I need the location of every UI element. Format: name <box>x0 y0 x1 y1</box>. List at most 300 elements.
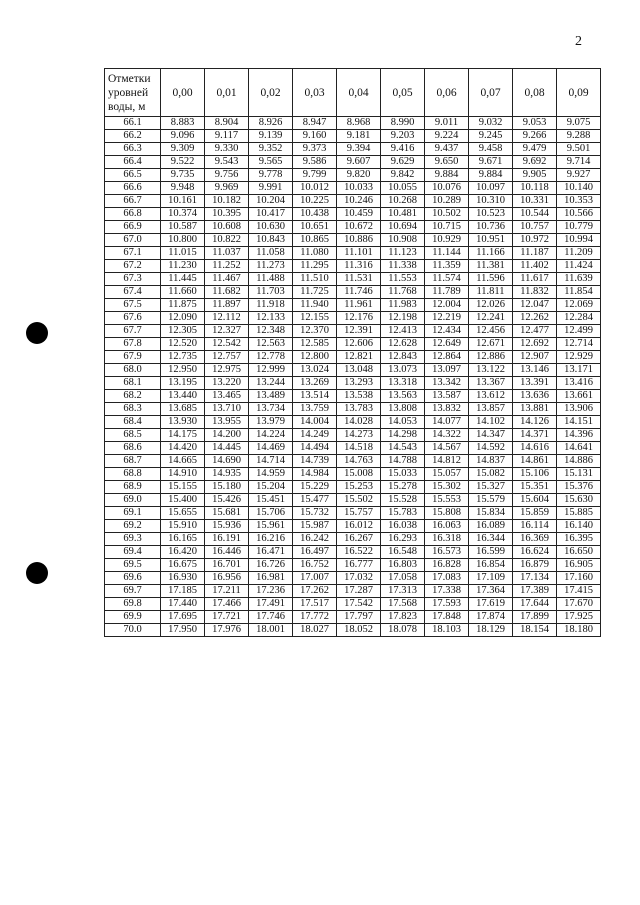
table-row <box>105 143 601 156</box>
value-cell: 10.459 <box>337 208 381 221</box>
value-cell: 11.424 <box>557 260 601 273</box>
table-row <box>105 481 601 494</box>
value-cell: 12.563 <box>249 338 293 351</box>
value-cell: 10.822 <box>205 234 249 247</box>
value-cell: 15.681 <box>205 507 249 520</box>
value-cell: 11.187 <box>513 247 557 260</box>
value-cell: 12.241 <box>469 312 513 325</box>
value-cell: 16.675 <box>161 559 205 572</box>
value-cell: 14.469 <box>249 442 293 455</box>
table-row <box>105 546 601 559</box>
table-header-row <box>105 69 601 117</box>
table-row <box>105 221 601 234</box>
value-cell: 9.905 <box>513 169 557 182</box>
value-cell: 15.008 <box>337 468 381 481</box>
level-cell: 66.9 <box>105 221 161 234</box>
value-cell: 14.053 <box>381 416 425 429</box>
value-cell: 16.803 <box>381 559 425 572</box>
level-cell: 69.9 <box>105 611 161 624</box>
value-cell: 12.305 <box>161 325 205 338</box>
level-cell: 69.4 <box>105 546 161 559</box>
level-cell: 69.1 <box>105 507 161 520</box>
value-cell: 10.929 <box>425 234 469 247</box>
level-cell: 69.7 <box>105 585 161 598</box>
value-cell: 17.823 <box>381 611 425 624</box>
table-row <box>105 195 601 208</box>
value-cell: 12.628 <box>381 338 425 351</box>
value-cell: 13.489 <box>249 390 293 403</box>
value-cell: 10.268 <box>381 195 425 208</box>
value-cell: 10.140 <box>557 182 601 195</box>
value-cell: 15.082 <box>469 468 513 481</box>
value-cell: 17.976 <box>205 624 249 637</box>
value-cell: 11.166 <box>469 247 513 260</box>
value-cell: 14.102 <box>469 416 513 429</box>
value-cell: 13.146 <box>513 364 557 377</box>
value-cell: 17.797 <box>337 611 381 624</box>
value-cell: 9.352 <box>249 143 293 156</box>
value-cell: 15.885 <box>557 507 601 520</box>
punch-hole <box>26 562 48 584</box>
value-cell: 14.077 <box>425 416 469 429</box>
value-cell: 15.351 <box>513 481 557 494</box>
value-cell: 16.242 <box>293 533 337 546</box>
value-cell: 13.808 <box>381 403 425 416</box>
value-cell: 18.027 <box>293 624 337 637</box>
value-cell: 10.972 <box>513 234 557 247</box>
value-cell: 18.180 <box>557 624 601 637</box>
value-cell: 16.012 <box>337 520 381 533</box>
value-cell: 9.799 <box>293 169 337 182</box>
value-cell: 15.706 <box>249 507 293 520</box>
value-cell: 16.038 <box>381 520 425 533</box>
value-cell: 12.671 <box>469 338 513 351</box>
value-cell: 12.348 <box>249 325 293 338</box>
table-row <box>105 351 601 364</box>
value-cell: 15.376 <box>557 481 601 494</box>
value-cell: 12.069 <box>557 299 601 312</box>
value-cell: 14.714 <box>249 455 293 468</box>
table-row <box>105 598 601 611</box>
value-cell: 15.033 <box>381 468 425 481</box>
value-cell: 13.391 <box>513 377 557 390</box>
table-row <box>105 559 601 572</box>
table-row <box>105 416 601 429</box>
level-cell: 69.6 <box>105 572 161 585</box>
table-row <box>105 234 601 247</box>
level-cell: 68.9 <box>105 481 161 494</box>
water-level-table <box>104 68 601 637</box>
value-cell: 16.471 <box>249 546 293 559</box>
value-cell: 12.821 <box>337 351 381 364</box>
value-cell: 17.899 <box>513 611 557 624</box>
value-cell: 16.140 <box>557 520 601 533</box>
value-cell: 15.057 <box>425 468 469 481</box>
value-cell: 9.160 <box>293 130 337 143</box>
value-cell: 11.381 <box>469 260 513 273</box>
value-cell: 14.347 <box>469 429 513 442</box>
value-cell: 17.007 <box>293 572 337 585</box>
value-cell: 17.950 <box>161 624 205 637</box>
value-cell: 10.310 <box>469 195 513 208</box>
value-cell: 17.619 <box>469 598 513 611</box>
level-cell: 67.5 <box>105 299 161 312</box>
value-cell: 11.252 <box>205 260 249 273</box>
column-header: 0,04 <box>337 69 381 117</box>
value-cell: 14.420 <box>161 442 205 455</box>
value-cell: 12.520 <box>161 338 205 351</box>
level-cell: 67.2 <box>105 260 161 273</box>
table-row <box>105 325 601 338</box>
value-cell: 10.055 <box>381 182 425 195</box>
value-cell: 9.181 <box>337 130 381 143</box>
value-cell: 11.660 <box>161 286 205 299</box>
value-cell: 13.024 <box>293 364 337 377</box>
value-cell: 13.220 <box>205 377 249 390</box>
value-cell: 12.434 <box>425 325 469 338</box>
value-cell: 14.175 <box>161 429 205 442</box>
value-cell: 9.330 <box>205 143 249 156</box>
value-cell: 12.026 <box>469 299 513 312</box>
value-cell: 12.907 <box>513 351 557 364</box>
table-row <box>105 299 601 312</box>
value-cell: 14.837 <box>469 455 513 468</box>
column-header: 0,05 <box>381 69 425 117</box>
value-cell: 9.629 <box>381 156 425 169</box>
value-cell: 13.318 <box>381 377 425 390</box>
value-cell: 13.587 <box>425 390 469 403</box>
column-header: 0,02 <box>249 69 293 117</box>
table-row <box>105 364 601 377</box>
value-cell: 15.808 <box>425 507 469 520</box>
value-cell: 12.843 <box>381 351 425 364</box>
value-cell: 14.616 <box>513 442 557 455</box>
table-row <box>105 247 601 260</box>
value-cell: 12.585 <box>293 338 337 351</box>
value-cell: 17.211 <box>205 585 249 598</box>
level-cell: 66.4 <box>105 156 161 169</box>
value-cell: 9.032 <box>469 117 513 130</box>
value-cell: 11.746 <box>337 286 381 299</box>
value-cell: 15.604 <box>513 494 557 507</box>
table-row <box>105 624 601 637</box>
value-cell: 9.224 <box>425 130 469 143</box>
value-cell: 9.991 <box>249 182 293 195</box>
value-cell: 17.695 <box>161 611 205 624</box>
value-cell: 11.467 <box>205 273 249 286</box>
level-cell: 69.0 <box>105 494 161 507</box>
value-cell: 16.573 <box>425 546 469 559</box>
value-cell: 10.587 <box>161 221 205 234</box>
value-cell: 14.641 <box>557 442 601 455</box>
value-cell: 10.779 <box>557 221 601 234</box>
value-cell: 10.843 <box>249 234 293 247</box>
value-cell: 9.117 <box>205 130 249 143</box>
value-cell: 13.710 <box>205 403 249 416</box>
value-cell: 14.543 <box>381 442 425 455</box>
value-cell: 16.318 <box>425 533 469 546</box>
value-cell: 9.607 <box>337 156 381 169</box>
value-cell: 9.373 <box>293 143 337 156</box>
value-cell: 13.195 <box>161 377 205 390</box>
value-cell: 9.075 <box>557 117 601 130</box>
value-cell: 12.133 <box>249 312 293 325</box>
value-cell: 11.811 <box>469 286 513 299</box>
value-cell: 12.714 <box>557 338 601 351</box>
value-cell: 9.501 <box>557 143 601 156</box>
column-header: 0,03 <box>293 69 337 117</box>
value-cell: 16.624 <box>513 546 557 559</box>
value-cell: 17.338 <box>425 585 469 598</box>
value-cell: 18.154 <box>513 624 557 637</box>
value-cell: 16.497 <box>293 546 337 559</box>
table-row <box>105 572 601 585</box>
value-cell: 13.097 <box>425 364 469 377</box>
value-cell: 12.950 <box>161 364 205 377</box>
value-cell: 10.865 <box>293 234 337 247</box>
value-cell: 14.567 <box>425 442 469 455</box>
value-cell: 14.298 <box>381 429 425 442</box>
value-cell: 16.369 <box>513 533 557 546</box>
value-cell: 10.886 <box>337 234 381 247</box>
value-cell: 15.553 <box>425 494 469 507</box>
value-cell: 10.161 <box>161 195 205 208</box>
value-cell: 13.122 <box>469 364 513 377</box>
value-cell: 16.089 <box>469 520 513 533</box>
value-cell: 15.579 <box>469 494 513 507</box>
value-cell: 15.426 <box>205 494 249 507</box>
value-cell: 11.445 <box>161 273 205 286</box>
value-cell: 15.630 <box>557 494 601 507</box>
value-cell: 14.984 <box>293 468 337 481</box>
value-cell: 11.639 <box>557 273 601 286</box>
value-cell: 11.531 <box>337 273 381 286</box>
value-cell: 10.994 <box>557 234 601 247</box>
value-cell: 16.420 <box>161 546 205 559</box>
value-cell: 14.396 <box>557 429 601 442</box>
value-cell: 11.037 <box>205 247 249 260</box>
value-cell: 17.721 <box>205 611 249 624</box>
value-cell: 15.155 <box>161 481 205 494</box>
value-cell: 15.910 <box>161 520 205 533</box>
value-cell: 11.058 <box>249 247 293 260</box>
value-cell: 17.491 <box>249 598 293 611</box>
value-cell: 16.777 <box>337 559 381 572</box>
value-cell: 13.979 <box>249 416 293 429</box>
value-cell: 18.001 <box>249 624 293 637</box>
value-cell: 12.112 <box>205 312 249 325</box>
value-cell: 11.983 <box>381 299 425 312</box>
value-cell: 17.466 <box>205 598 249 611</box>
value-cell: 11.617 <box>513 273 557 286</box>
value-cell: 17.848 <box>425 611 469 624</box>
value-cell: 9.266 <box>513 130 557 143</box>
value-cell: 15.987 <box>293 520 337 533</box>
level-cell: 67.9 <box>105 351 161 364</box>
value-cell: 10.438 <box>293 208 337 221</box>
value-cell: 10.630 <box>249 221 293 234</box>
column-header: 0,06 <box>425 69 469 117</box>
level-cell: 66.5 <box>105 169 161 182</box>
value-cell: 11.359 <box>425 260 469 273</box>
level-cell: 68.0 <box>105 364 161 377</box>
value-cell: 17.415 <box>557 585 601 598</box>
value-cell: 13.048 <box>337 364 381 377</box>
value-cell: 17.109 <box>469 572 513 585</box>
value-cell: 17.364 <box>469 585 513 598</box>
value-cell: 12.735 <box>161 351 205 364</box>
value-cell: 15.732 <box>293 507 337 520</box>
value-cell: 17.670 <box>557 598 601 611</box>
table-row <box>105 429 601 442</box>
value-cell: 11.832 <box>513 286 557 299</box>
value-cell: 16.905 <box>557 559 601 572</box>
value-cell: 15.502 <box>337 494 381 507</box>
value-cell: 9.096 <box>161 130 205 143</box>
column-header: 0,07 <box>469 69 513 117</box>
value-cell: 9.139 <box>249 130 293 143</box>
value-cell: 16.548 <box>381 546 425 559</box>
table-row <box>105 286 601 299</box>
value-cell: 9.288 <box>557 130 601 143</box>
value-cell: 12.975 <box>205 364 249 377</box>
value-cell: 13.293 <box>337 377 381 390</box>
value-cell: 13.440 <box>161 390 205 403</box>
value-cell: 10.544 <box>513 208 557 221</box>
value-cell: 10.225 <box>293 195 337 208</box>
value-cell: 16.701 <box>205 559 249 572</box>
table-row <box>105 403 601 416</box>
value-cell: 10.502 <box>425 208 469 221</box>
table-row <box>105 507 601 520</box>
value-cell: 12.413 <box>381 325 425 338</box>
value-cell: 12.327 <box>205 325 249 338</box>
level-cell: 66.3 <box>105 143 161 156</box>
value-cell: 8.926 <box>249 117 293 130</box>
value-cell: 17.160 <box>557 572 601 585</box>
value-cell: 17.746 <box>249 611 293 624</box>
value-cell: 10.246 <box>337 195 381 208</box>
value-cell: 12.692 <box>513 338 557 351</box>
value-cell: 17.593 <box>425 598 469 611</box>
value-cell: 10.012 <box>293 182 337 195</box>
value-cell: 10.908 <box>381 234 425 247</box>
value-cell: 16.216 <box>249 533 293 546</box>
table-row <box>105 156 601 169</box>
level-cell: 67.1 <box>105 247 161 260</box>
value-cell: 11.144 <box>425 247 469 260</box>
value-cell: 14.763 <box>337 455 381 468</box>
table-row <box>105 260 601 273</box>
value-cell: 11.510 <box>293 273 337 286</box>
value-cell: 9.437 <box>425 143 469 156</box>
value-cell: 10.374 <box>161 208 205 221</box>
value-cell: 10.097 <box>469 182 513 195</box>
value-cell: 10.204 <box>249 195 293 208</box>
value-cell: 10.182 <box>205 195 249 208</box>
value-cell: 14.690 <box>205 455 249 468</box>
value-cell: 11.015 <box>161 247 205 260</box>
value-cell: 9.756 <box>205 169 249 182</box>
value-cell: 14.322 <box>425 429 469 442</box>
value-cell: 10.481 <box>381 208 425 221</box>
value-cell: 9.245 <box>469 130 513 143</box>
column-header: 0,09 <box>557 69 601 117</box>
value-cell: 17.058 <box>381 572 425 585</box>
value-cell: 11.918 <box>249 299 293 312</box>
table-row <box>105 377 601 390</box>
value-cell: 12.284 <box>557 312 601 325</box>
value-cell: 14.788 <box>381 455 425 468</box>
value-cell: 8.968 <box>337 117 381 130</box>
value-cell: 12.886 <box>469 351 513 364</box>
value-cell: 10.076 <box>425 182 469 195</box>
column-header: 0,01 <box>205 69 249 117</box>
value-cell: 12.004 <box>425 299 469 312</box>
level-cell: 67.4 <box>105 286 161 299</box>
value-cell: 15.834 <box>469 507 513 520</box>
value-cell: 10.800 <box>161 234 205 247</box>
table-row <box>105 312 601 325</box>
value-cell: 10.951 <box>469 234 513 247</box>
table-row <box>105 533 601 546</box>
level-cell: 68.4 <box>105 416 161 429</box>
value-cell: 10.694 <box>381 221 425 234</box>
value-cell: 17.287 <box>337 585 381 598</box>
value-cell: 12.155 <box>293 312 337 325</box>
value-cell: 9.203 <box>381 130 425 143</box>
value-cell: 17.313 <box>381 585 425 598</box>
value-cell: 9.842 <box>381 169 425 182</box>
value-cell: 17.644 <box>513 598 557 611</box>
value-cell: 14.494 <box>293 442 337 455</box>
value-cell: 16.726 <box>249 559 293 572</box>
value-cell: 13.636 <box>513 390 557 403</box>
column-header: 0,00 <box>161 69 205 117</box>
value-cell: 13.612 <box>469 390 513 403</box>
level-cell: 68.8 <box>105 468 161 481</box>
value-cell: 9.884 <box>469 169 513 182</box>
punch-hole <box>26 322 48 344</box>
value-cell: 16.930 <box>161 572 205 585</box>
value-cell: 10.715 <box>425 221 469 234</box>
table-row <box>105 442 601 455</box>
value-cell: 12.929 <box>557 351 601 364</box>
value-cell: 14.249 <box>293 429 337 442</box>
level-cell: 66.7 <box>105 195 161 208</box>
value-cell: 14.518 <box>337 442 381 455</box>
value-cell: 15.451 <box>249 494 293 507</box>
value-cell: 11.897 <box>205 299 249 312</box>
value-cell: 10.757 <box>513 221 557 234</box>
table-body <box>105 117 601 637</box>
value-cell: 13.734 <box>249 403 293 416</box>
value-cell: 14.592 <box>469 442 513 455</box>
value-cell: 16.650 <box>557 546 601 559</box>
value-cell: 11.080 <box>293 247 337 260</box>
value-cell: 10.289 <box>425 195 469 208</box>
value-cell: 18.052 <box>337 624 381 637</box>
value-cell: 8.947 <box>293 117 337 130</box>
value-cell: 18.103 <box>425 624 469 637</box>
table-row <box>105 520 601 533</box>
value-cell: 15.327 <box>469 481 513 494</box>
value-cell: 13.857 <box>469 403 513 416</box>
value-cell: 12.800 <box>293 351 337 364</box>
value-cell: 11.230 <box>161 260 205 273</box>
value-cell: 16.063 <box>425 520 469 533</box>
value-cell: 11.553 <box>381 273 425 286</box>
